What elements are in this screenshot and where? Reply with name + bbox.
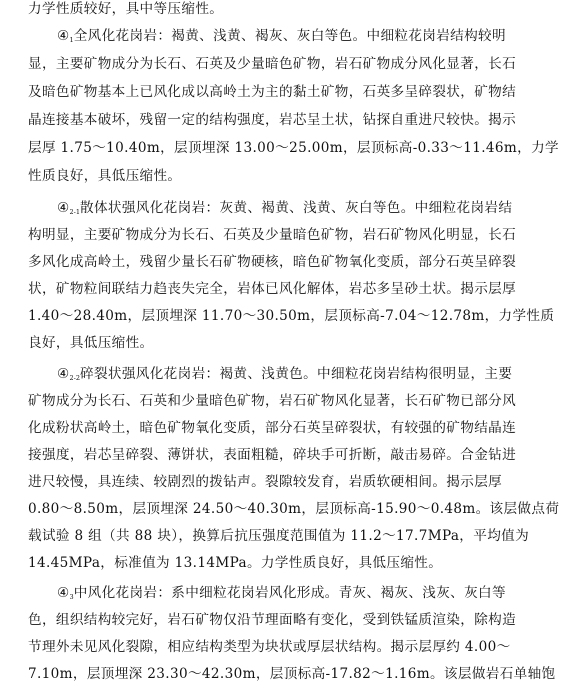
layer-marker: ④	[57, 200, 70, 216]
paragraph-3-line-6: 0.80～8.50m，层顶埋深 24.50～40.30m，层顶标高-15.90～0.48m。该层做点荷	[28, 501, 560, 517]
paragraph-1-line-6: 性质良好，具低压缩性。	[28, 168, 182, 184]
paragraph-3-line-7: 载试验 8 组（共 88 块），换算后抗压强度范围值为 11.2～17.7MPa，平均值为	[28, 528, 530, 544]
paragraph-1-line-4: 晶连接基本破坏，残留一定的结构强度，岩芯呈土状，钻探自重进尺较快。揭示	[28, 112, 517, 128]
paragraph-1-line-2: 显，主要矿物成分为长石、石英及少量暗色矿物，岩石矿物成分风化显著，长石	[28, 56, 517, 72]
paragraph-2-line-6: 良好，具低压缩性。	[28, 335, 154, 351]
paragraph-3-line-4: 接强度，岩芯呈碎裂、薄饼状，表面粗糙，碎块手可折断，敲击易碎。合金钻进	[28, 447, 517, 463]
paragraph-0-line-1: 力学性质较好，具中等压缩性。	[28, 1, 224, 17]
layer-marker-sub: 1	[69, 36, 74, 44]
paragraph-1-line-5: 层厚 1.75～10.40m，层顶埋深 13.00～25.00m，层顶标高-0.33～11.46m，力学	[28, 140, 559, 156]
layer-marker-sub: 2-1	[69, 208, 81, 216]
paragraph-4-line-4: 7.10m，层顶埋深 23.30～42.30m，层顶标高-17.82～1.16m。该层做岩石单轴饱	[28, 666, 556, 682]
paragraph-3-line-1: ④2-2碎裂状强风化花岗岩：褐黄、浅黄色。中细粒花岗岩结构很明显，主要	[57, 366, 513, 382]
layer-marker-sub: 2-2	[69, 374, 81, 382]
paragraph-3-line-8: 14.45MPa，标准值为 13.14MPa。力学性质良好，具低压缩性。	[28, 555, 443, 571]
paragraph-3-line-2: 矿物成分为长石、石英和少量暗色矿物，岩石矿物风化显著，长石矿物已部分风	[28, 393, 517, 409]
paragraph-2-line-1: ④2-1散体状强风化花岗岩：灰黄、褐黄、浅黄、灰白等色。中细粒花岗岩结	[57, 200, 513, 216]
paragraph-4-line-1: ④3中风化花岗岩：系中细粒花岗岩风化形成。青灰、褐灰、浅灰、灰白等	[57, 585, 506, 601]
paragraph-3-line-5: 进尺较慢，具连续、较剧烈的拨钻声。裂隙较发育，岩质软硬相间。揭示层厚	[28, 474, 503, 490]
paragraph-3-line-3: 化成粉状高岭土，暗色矿物氧化变质，部分石英呈碎裂状，有较强的矿物结晶连	[28, 420, 517, 436]
paragraph-2-line-3: 多风化成高岭土，残留少量长石矿物硬核，暗色矿物氧化变质，部分石英呈碎裂	[28, 254, 517, 270]
paragraph-2-line-5: 1.40～28.40m，层顶埋深 11.70～30.50m，层顶标高-7.04～12.78m，力学性质	[28, 308, 555, 324]
paragraph-1-line-3: 及暗色矿物基本上已风化成以高岭土为主的黏土矿物，石英多呈碎裂状，矿物结	[28, 84, 517, 100]
layer-marker: ④	[57, 366, 70, 382]
paragraph-4-line-2: 色，组织结构较完好，岩石矿物仅沿节理面略有变化，受到铁锰质渲染，除构造	[28, 612, 517, 628]
paragraph-2-line-2: 构明显，主要矿物成分为长石、石英及少量暗色矿物，岩石矿物风化明显，长石	[28, 227, 517, 243]
paragraph-4-line-3: 节理外未见风化裂隙，相应结构类型为块状或厚层状结构。揭示层厚约 4.00～	[28, 639, 511, 655]
layer-marker-sub: 3	[69, 593, 74, 601]
layer-marker: ④	[57, 585, 70, 601]
paragraph-2-line-4: 状，矿物粒间联结力趋丧失完全，岩体已风化解体，岩芯多呈砂土状。揭示层厚	[28, 281, 517, 297]
paragraph-1-line-1: ④1全风化花岗岩：褐黄、浅黄、褐灰、灰白等色。中细粒花岗岩结构较明	[57, 28, 506, 44]
layer-marker: ④	[57, 28, 70, 44]
